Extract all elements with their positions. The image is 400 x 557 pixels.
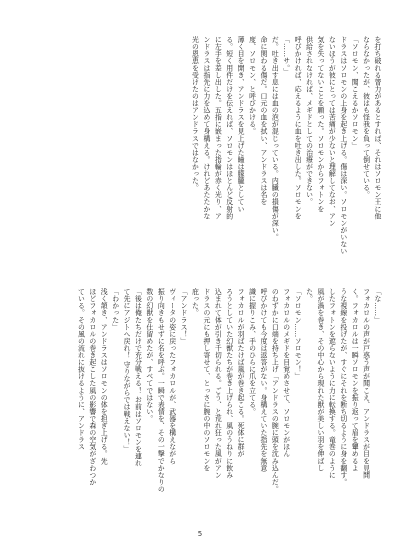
bottom-block-line: ヴィータの姿に戻ったフォカロルが、武器を構えながら [167,288,176,465]
top-block-line: 「ソロモン、聞こえるかソロモン」 [350,36,359,149]
text-block-bottom [20,288,382,510]
top-block-line: に左手を差し出した。五指に嵌まった指輪が赤く光り、ア [213,36,222,220]
bottom-block-line: ている。その風の流れに抜けるように、アンドラス [76,288,85,451]
top-block-line: ないほうが彼にとっては苦痛が少ないと理解してなお、アン [327,36,336,227]
top-block-line: ならなかったが、彼はも怪我を負って倒せている。 [361,36,370,199]
top-block-line: ドラスはソロモンの上身を起き上げる。傷は深い。ソロモンがいない [338,36,347,255]
bottom-block-line: 「アンドラス！」 [179,288,188,345]
bottom-block-line: フォカロルの声が戸惑う声が聞こえ、アンドラスが目を見開 [361,288,370,479]
bottom-block-line: 「後は俺たちだけで充分戦える！ お前はソロモンを連れ [133,288,142,467]
bottom-block-line: 数の幻獣を仕留めたが、すべてではない。 [144,288,153,422]
top-block-line: る。短く用件だけを伝えれば、ソロモンはほとんど反射的 [224,36,233,220]
top-block-line: 供給されなければ、メギドとしての治療ができない。 [304,36,313,206]
bottom-block-line: うな視線を投げたが、すぐにそれを断ち切るように身を翻す。 [338,288,347,486]
bottom-block-line: く。フォカロルは一瞬ソロモンを振り返って眉を顰めるよ [350,288,359,472]
bottom-block-line: た。 [304,288,313,303]
bottom-block-line: ほどフォカロルの巻き起こした風の影響で森の空気がざわつか [87,288,96,486]
bottom-block-line: 風が渦を巻き、その中心から現れた獣が美しい羽を伸ばし [315,288,324,472]
bottom-block-line: 込まれて体が引き千切られる。ごう、と荒れ狂った風がアン [213,288,222,479]
bottom-block-line: フォカロルのメギドを目覚めさせて、ソロモンがほん [281,288,290,458]
bottom-block-line: 「わかった」 [110,288,119,331]
top-block-line: 薄く目を開き、アンドラスを見上げた瞳は朦朧としてい [236,36,245,213]
bottom-block-line: 浅く頷き、アンドラスはソロモンの体を担ぎ上げる。先 [99,288,108,465]
top-block-line: だ。吐き出す息には血の泡が混じっている。内臓の損傷が深い。 [270,36,279,241]
bottom-block-line: 「ソロモン……ソロモン！」 [293,288,302,380]
bottom-block-line: したフォトンを遮らないように力に転換する。竜巻のように [327,288,336,479]
bottom-block-line: 呼びかけても今度は返答がない。身構えていた指先を無意 [258,288,267,472]
top-block-line: 光の恩恵を受けたのはアンドラスではなかった。 [190,36,199,192]
bottom-block-line: 「な……」 [373,288,381,324]
bottom-block-line: 庇った。 [190,288,199,317]
bottom-block-line: ろうとしていた幻獣たちが巻き上げられ、風のうねりに飲み [224,288,233,479]
top-block-line: を打ち破れる膂力があるとすれば、それはソロモン王に他 [373,36,381,220]
top-block-line: 呼びかければ、応えるように血を吐き出した。ソロモンを [293,36,302,220]
bottom-block-line: て先にアジトへ戻れ！ 守りながらでは戦えない！」 [122,288,131,453]
bottom-block-line: ドラスの元にも押し寄せて、とっさに腕の中のソロモンを [201,288,210,472]
bottom-block-line: フォカロルが羽ばたけば嵐が巻き起こる。死体に群が [236,288,245,458]
top-block-line: ンドラスは指先に力を込めて身構える。けれどあたたかな [201,36,210,220]
top-block-line: 度、ソロモン、と呼びかける。 [247,36,256,135]
top-block-line: 「……サ。」 [281,36,290,75]
top-block-line: 気を失ってないことを願った。ソロモンからフォトンを [315,36,324,213]
page-number: 5 [197,530,203,538]
bottom-block-line: 振り向きもせずに名を呼ぶ。一瞬で表情を、その一撃でかなりの [156,288,165,493]
text-block-top [20,36,382,260]
top-block-line: 命に関わる傷だ。口元の血を拭い、アンドラスは名を [258,36,267,206]
bottom-block-line: のわずかに口端を持ち上げ「アンドラスの腕に頭を沈み込んだ。 [270,288,279,493]
bottom-block-line: 識に握りこみ、手のひらに爪を立てる。 [247,288,256,415]
